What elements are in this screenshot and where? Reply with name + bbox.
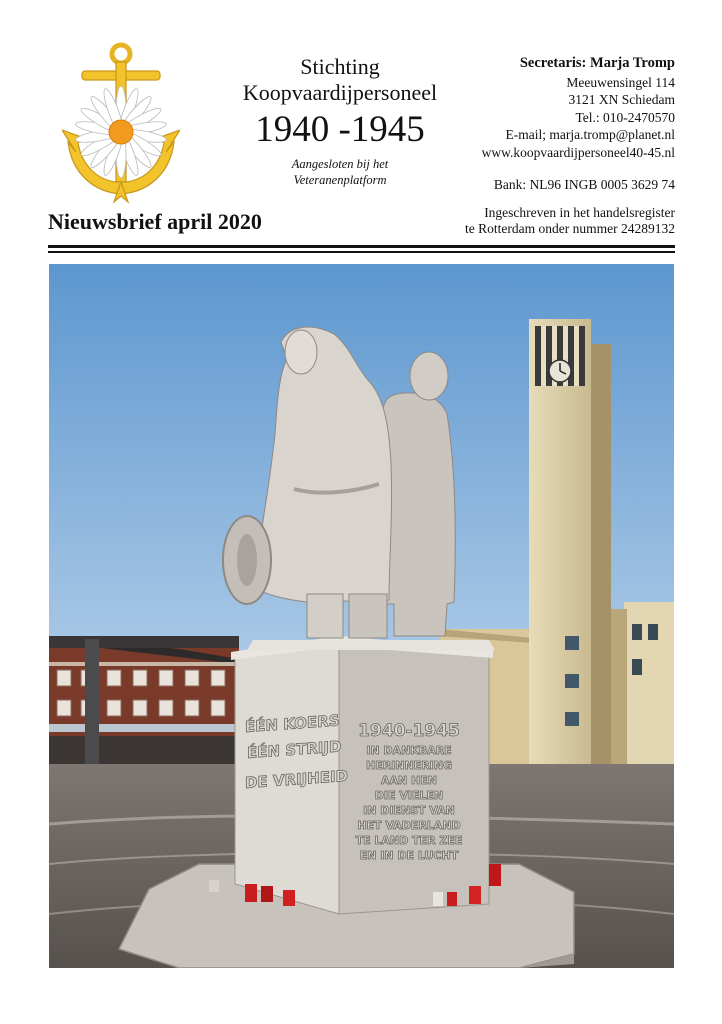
secretary-name: Secretaris: Marja Tromp (519, 55, 675, 71)
monument-front-line-2: HERINNERING (365, 759, 453, 772)
header-divider-thick (48, 245, 675, 248)
monument-front-line-5: IN DIENST VAN (363, 804, 455, 817)
monument-left-line-3: DE VRIJHEID (245, 766, 348, 792)
affiliation-line-1: Aangesloten bij het (291, 157, 389, 171)
monument-left-line-2: ÉÉN STRIJD (247, 737, 342, 762)
monument-front-line-7: TE LAND TER ZEE (355, 834, 463, 847)
address-street: Meeuwensingel 114 (566, 74, 675, 90)
address-postal-city: 3121 XN Schiedam (568, 92, 675, 107)
monument-front-years: 1940-1945 (358, 721, 460, 741)
affiliation-line-2: Veteranenplatform (293, 173, 387, 187)
header-divider-thin (48, 251, 675, 253)
phone-number: Tel.: 010-2470570 (575, 109, 675, 125)
title-organization-name: Koopvaardijpersoneel (242, 80, 438, 105)
website-url: www.koopvaardijpersoneel40-45.nl (481, 144, 675, 160)
monument-front-line-8: EN IN DE LUCHT (359, 849, 459, 862)
monument-front-line-3: AAN HEN (381, 774, 437, 787)
anchor-daisy-logo-icon (62, 42, 180, 204)
bank-account: Bank: NL96 INGB 0005 3629 74 (493, 177, 675, 192)
monument-front-line-6: HET VADERLAND (357, 819, 461, 832)
registry-line-2: te Rotterdam onder nummer 24289132 (465, 220, 675, 236)
title-years: 1940 -1945 (255, 109, 425, 150)
title-stichting: Stichting (300, 54, 380, 79)
contact-block (415, 55, 675, 237)
email-address: E-mail; marja.tromp@planet.nl (505, 127, 675, 142)
monument-front-line-4: DIE VIELEN (374, 789, 444, 802)
monument-front-line-1: IN DANKBARE (366, 744, 452, 757)
monument-photo (49, 264, 674, 968)
monument-left-line-1: ÉÉN KOERS (245, 711, 340, 736)
newsletter-title: Nieuwsbrief april 2020 (48, 209, 262, 234)
apartment-building (49, 636, 239, 769)
registry-line-1: Ingeschreven in het handelsregister (484, 204, 675, 220)
